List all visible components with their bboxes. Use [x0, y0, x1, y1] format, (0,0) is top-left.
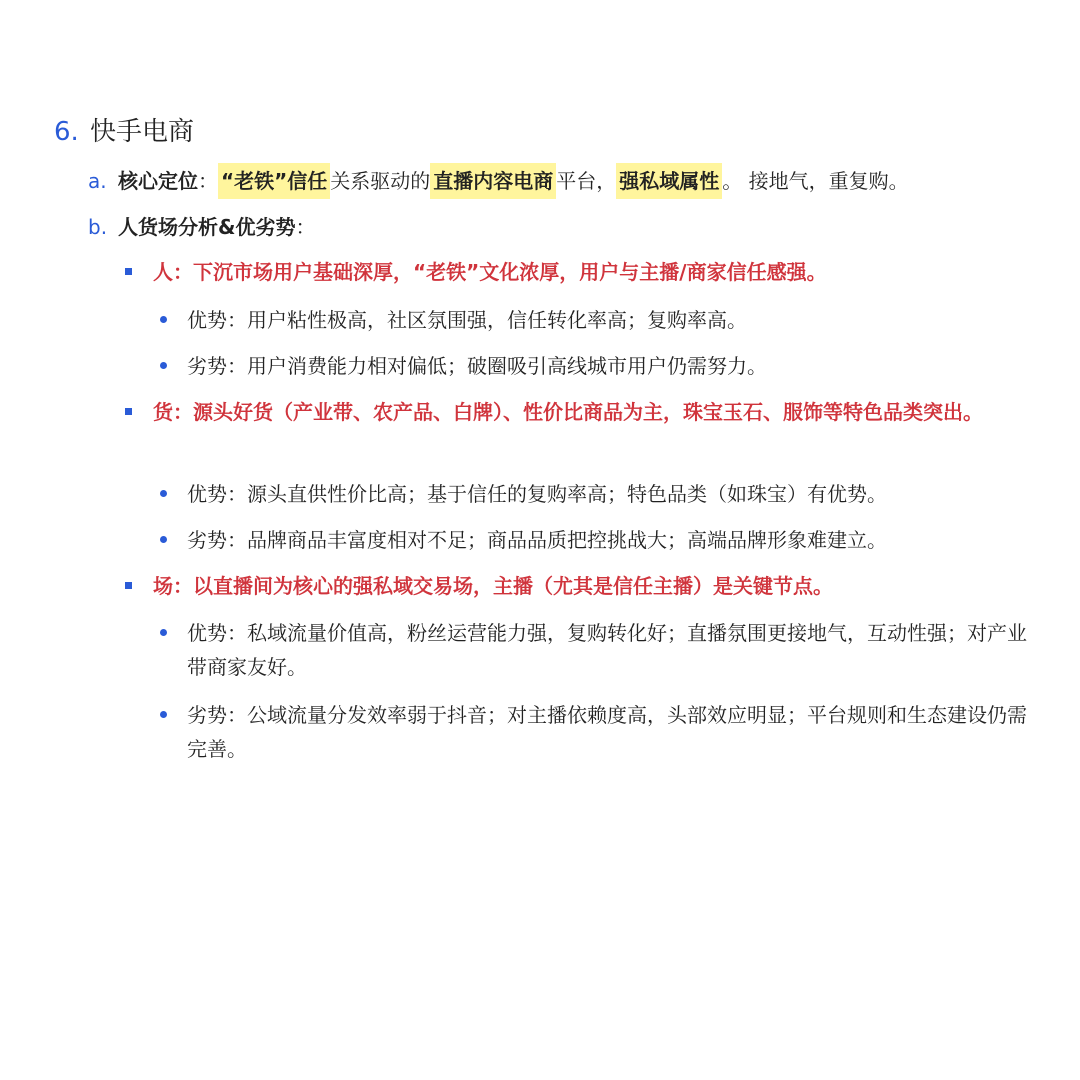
place-title: 场：以直播间为核心的强私域交易场，主播（尤其是信任主播）是关键节点。 [153, 574, 833, 598]
item-a-t3: 。 接地气，重复购。 [722, 169, 909, 193]
people-pro: 优势：用户粘性极高，社区氛围强，信任转化率高；复购率高。 [187, 308, 747, 332]
item-b-colon: ： [295, 215, 316, 239]
dot-bullet-icon [160, 362, 167, 369]
dot-bullet-icon [160, 536, 167, 543]
dot-bullet-icon [160, 629, 167, 636]
goods-pro: 优势：源头直供性价比高；基于信任的复购率高；特色品类（如珠宝）有优势。 [187, 482, 887, 506]
item-b-marker: b. [88, 215, 108, 239]
item-a-colon: ： [198, 169, 218, 193]
item-a-t1: 关系驱动的 [330, 169, 431, 193]
heading-number: 6. [54, 117, 79, 147]
square-bullet-icon [125, 268, 132, 275]
heading-title: 快手电商 [90, 117, 195, 147]
square-bullet-icon [125, 582, 132, 589]
item-a-t2: 平台， [556, 169, 617, 193]
dot-bullet-icon [160, 490, 167, 497]
people-con: 劣势：用户消费能力相对偏低；破圈吸引高线城市用户仍需努力。 [187, 354, 767, 378]
dot-bullet-icon [160, 711, 167, 718]
highlight-live-commerce: 直播内容电商 [430, 163, 556, 199]
place-pro: 优势：私域流量价值高，粉丝运营能力强，复购转化好；直播氛围更接地气，互动性强；对产业带商家友好。 [187, 621, 1027, 679]
highlight-private-domain: 强私域属性 [616, 163, 722, 199]
dot-bullet-icon [160, 316, 167, 323]
item-a-label: 核心定位 [118, 169, 198, 193]
highlight-trust: “老铁”信任 [218, 163, 330, 199]
item-a-marker: a. [88, 169, 107, 193]
goods-title: 货：源头好货（产业带、农产品、白牌）、性价比商品为主，珠宝玉石、服饰等特色品类突出。 [153, 400, 983, 424]
item-b-label: 人货场分析&优劣势 [118, 215, 296, 239]
people-title: 人：下沉市场用户基础深厚，“老铁”文化浓厚，用户与主播/商家信任感强。 [153, 260, 827, 284]
square-bullet-icon [125, 408, 132, 415]
goods-con: 劣势：品牌商品丰富度相对不足；商品品质把控挑战大；高端品牌形象难建立。 [187, 528, 887, 552]
item-b-text [118, 212, 315, 242]
place-con: 劣势：公域流量分发效率弱于抖音；对主播依赖度高，头部效应明显；平台规则和生态建设仍需完善。 [187, 703, 1027, 761]
item-a-text [118, 166, 909, 196]
